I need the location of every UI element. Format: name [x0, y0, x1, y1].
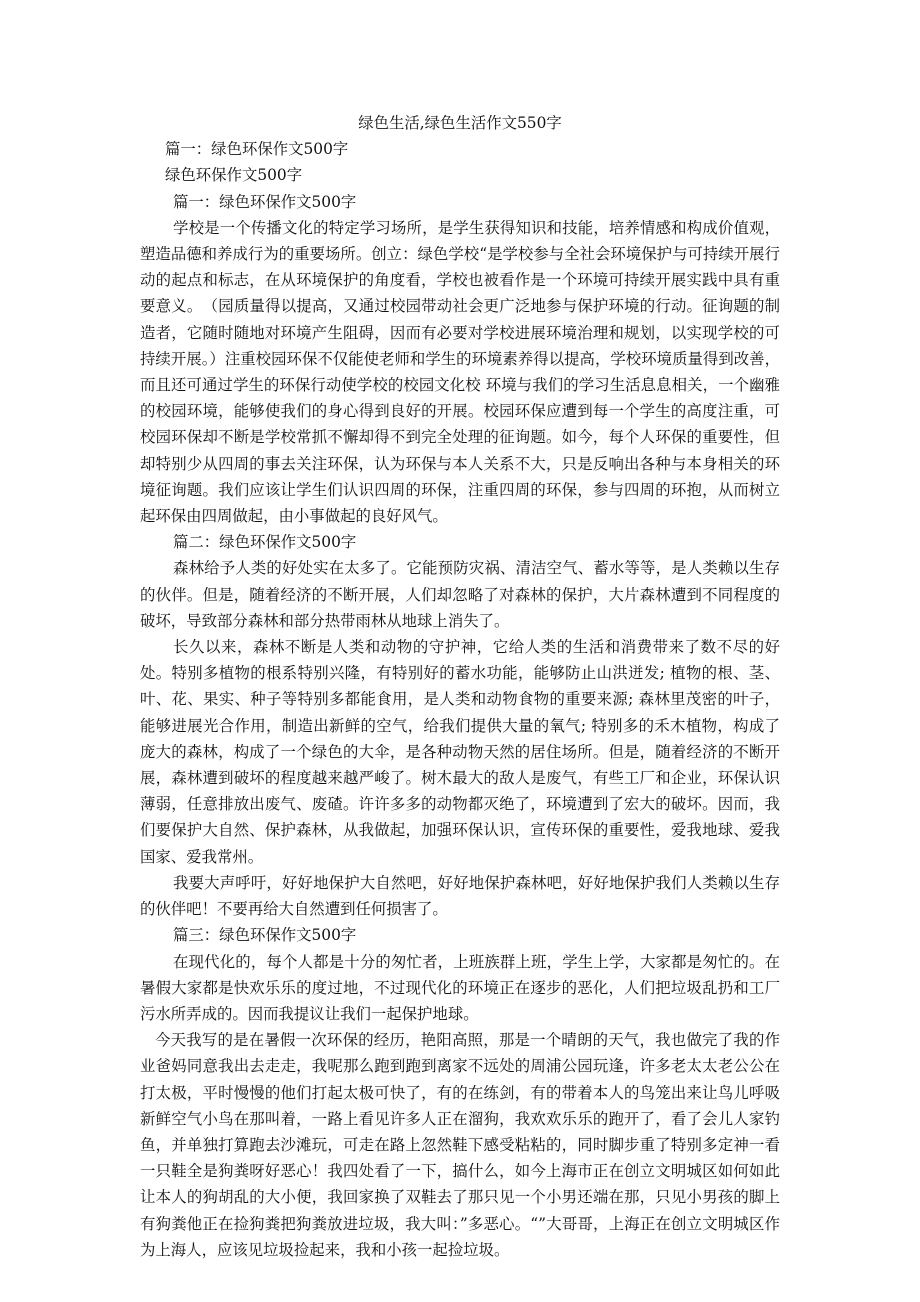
paragraph: 绿色环保作文500字 [165, 166, 303, 185]
paragraph: 长久以来，森林不断是人类和动物的守护神，它给人类的生活和消费带来了数不尽的好处。特别多植物的根系特别兴隆，有特别好的蓄水功能，能够防止山洪迸发; 植物的根、茎、叶、花、果实、种子等特别多都能食用，是人类和动物食物的重要来源; 森林里茂密的叶子，能够进展光合作用，制造出新鲜的空气，给我们提供大量的氧气; 特别多的禾木植物，构成了庞大的森林，构成了一个绿色的大伞，是各种动物天然的居住场所。但是，随着经济的不断开展，森林遭到破坏的程度越来越严峻了。树木最大的敌人是废气，有些工厂和企业，环保认识薄弱，任意排放出废气、废碴。许许多多的动物都灭绝了，环境遭到了宏大的破坏。因而，我们要保护大自然、保护森林，从我做起，加强环保认识，宣传环保的重要性，爱我地球、爱我国家、爱我常州。 [140, 638, 780, 866]
paragraph: 今天我写的是在暑假一次环保的经历，艳阳高照，那是一个晴朗的天气，我也做完了我的作业爸妈同意我出去走走，我呢那么跑到跑到离家不远处的周浦公园玩逢，许多老太太老公公在打太极，平时慢慢的他们打起太极可快了，有的在练剑，有的带着本人的鸟笼出来让鸟儿呼吸新鲜空气小鸟在那叫着，一路上看见许多人正在溜狗，我欢欢乐乐的跑开了，看了会儿人家钓鱼，并单独打算跑去沙滩玩，可走在路上忽然鞋下感受粘粘的，同时脚步重了特别多定神一看一只鞋全是狗粪呀好恶心！我四处看了一下，搞什么，如今上海市正在创立文明城区如何如此让本人的狗胡乱的大小便，我回家换了双鞋去了那只见一个小男还端在那，只见小男孩的脚上有狗粪他正在捡狗粪把狗粪放进垃圾，我大叫：”多恶心。“”大哥哥，上海正在创立文明城区作为上海人，应该见垃圾捡起来，我和小孩一起捡垃圾。 [140, 1031, 780, 1259]
paragraph: 篇二：绿色环保作文500字 [173, 533, 357, 552]
paragraph: 篇一：绿色环保作文500字 [173, 192, 357, 211]
paragraph: 在现代化的，每个人都是十分的匆忙者，上班族群上班，学生上学，大家都是匆忙的。在暑假大家都是快欢乐乐的度过地，不过现代化的环境正在逐步的恶化，人们把垃圾乱扔和工厂污水所弄成的。因而我提议让我们一起保护地球。 [140, 952, 780, 1023]
paragraph: 学校是一个传播文化的特定学习场所，是学生获得知识和技能，培养情感和构成价值观，塑造品德和养成行为的重要场所。创立：绿色学校“是学校参与全社会环境保护与可持续开展行动的起点和标志，在从环境保护的角度看，学校也被看作是一个环境可持续开展实践中具有重要意义。 （园质量得以提高，又通过校园带动社会更广泛地参与保护环境的行动。征询题的制造者，它随时随地对环境产生阻碍，因而有必要对学校进展环境治理和规划，以实现学校的可持续开展。）注重校园环保不仅能使老师和学生的环境素养得以提高，学校环境质量得到改善，而且还可通过学生的环保行动使学校的校园文化校 环境与我们的学习生活息息相关，一个幽雅的校园环境，能够使我们的身心得到良好的开展。校园环保应遭到每一个学生的高度注重，可校园环保却不断是学校常抓不懈却得不到完全处理的征询题。如今，每个人环保的重要性，但却特别少从四周的事去关注环保，认为环保与本人关系不大，只是反响出各种与本身相关的环境征询题。我们应该让学生们认识四周的环保，注重四周的环保，参与四周的环抱，从而树立起环保由四周做起，由小事做起的良好风气。 [140, 218, 780, 526]
paragraph: 篇三：绿色环保作文500字 [173, 926, 357, 945]
paragraph: 篇一：绿色环保作文500字 [165, 140, 349, 159]
paragraph: 森林给予人类的好处实在太多了。它能预防灾祸、清洁空气、蓄水等等，是人类赖以生存的伙伴。但是，随着经济的不断开展，人们却忽略了对森林的保护，大片森林遭到不同程度的破坏，导致部分森林和部分热带雨林从地球上消失了。 [140, 559, 780, 630]
paragraph: 我要大声呼吁，好好地保护大自然吧，好好地保护森林吧，好好地保护我们人类赖以生存的伙伴吧！不要再给大自然遭到任何损害了。 [140, 873, 780, 919]
document-body [140, 136, 780, 1263]
document-page [140, 110, 780, 1263]
document-title: 绿色生活,绿色生活作文550字 [358, 114, 562, 132]
